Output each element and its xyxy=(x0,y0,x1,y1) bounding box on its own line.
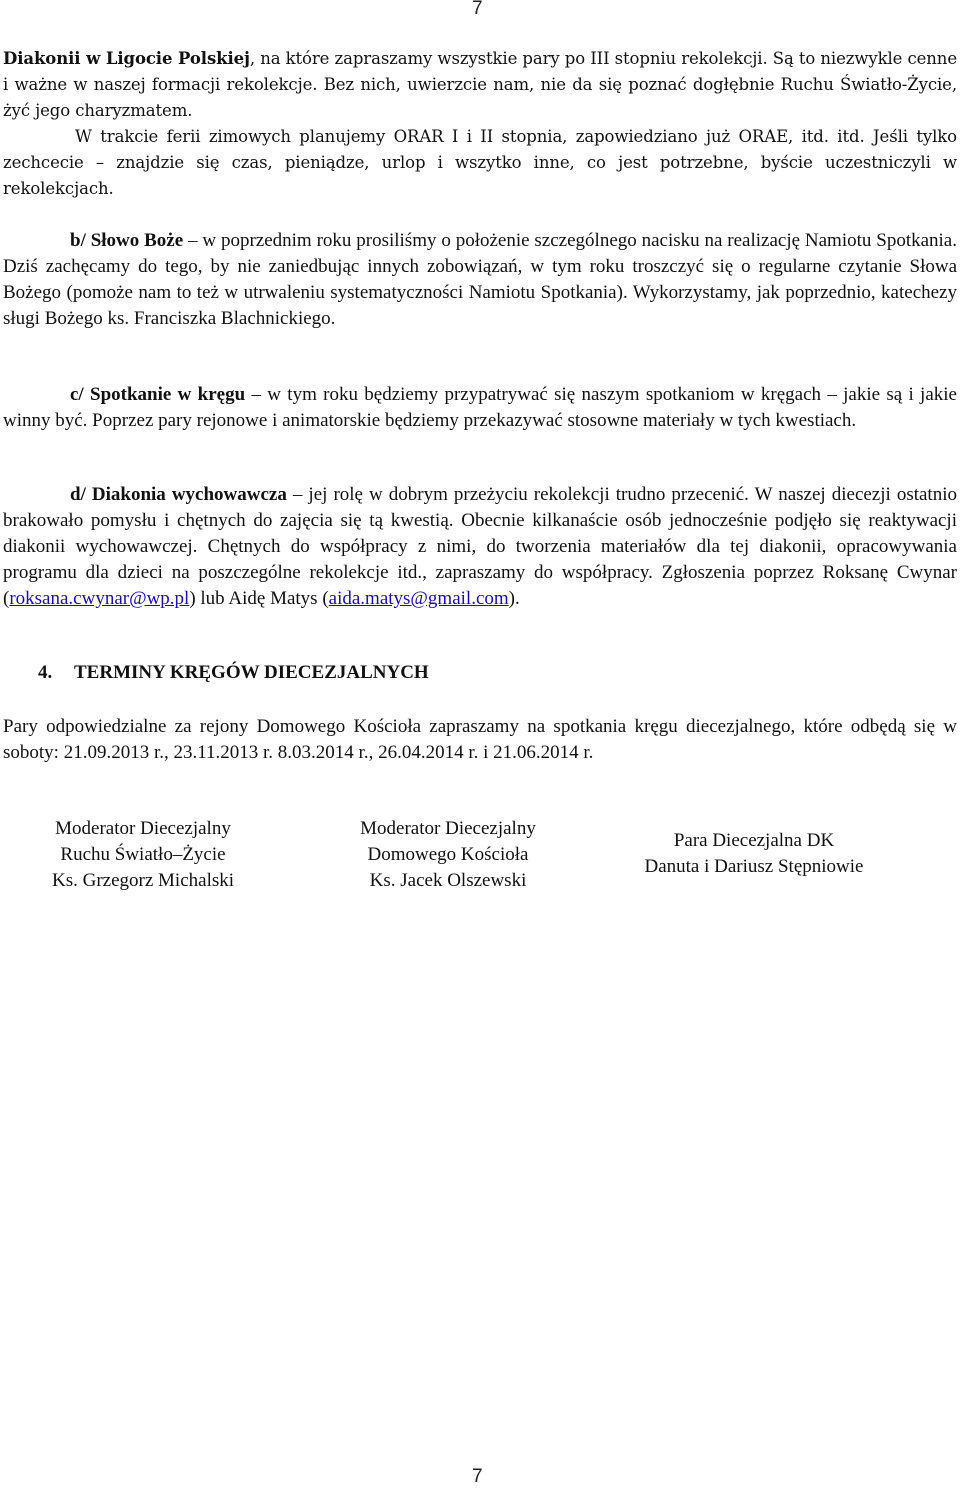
signature-line: Moderator Diecezjalny xyxy=(360,818,536,839)
email-link-aida[interactable]: aida.matys@gmail.com xyxy=(328,588,509,609)
email-link-roksana[interactable]: roksana.cwynar@wp.pl xyxy=(9,588,190,609)
page-number-bottom: 7 xyxy=(472,1466,483,1487)
section-diakonia-wychowawcza xyxy=(3,482,957,612)
page-number-top: 7 xyxy=(472,0,483,19)
signature-line: Ruchu Światło–Życie xyxy=(60,844,226,865)
section-text: – jej rolę w dobrym przeżyciu rekolekcji trudno przecenić. W naszej diecezji ostatnio brakowało pomysłu i chętnych do zajęcia się tą kwestią. Obecnie kilkanaście osób jednocześnie podjęło się reaktywacji diakonii wychowawczej. Chętnych do współpracy z nimi, do tworzenia materiałów dla tej diakonii, opracowywania programu dla dzieci na poszczególne rekolekcje itd., zapraszamy do współpracy. Zgłoszenia poprzez Roksanę Cwynar ( xyxy=(3,484,957,609)
bold-phrase: Diakonii w Ligocie Polskiej xyxy=(3,49,250,68)
paragraph-terminy: Pary odpowiedzialne za rejony Domowego Kościoła zapraszamy na spotkania kręgu diecezjalnego, które odbędą się w soboty: 21.09.2013 r., 23.11.2013 r. 8.03.2014 r., 26.04.2014 r. i 21.06.2014 r. xyxy=(3,716,957,763)
signature-line: Domowego Kościoła xyxy=(367,844,529,865)
section-text: – w poprzednim roku prosiliśmy o położenie szczególnego nacisku na realizację Namiotu Spotkania. Dziś zachęcamy do tego, by nie zaniedbując innych zobowiązań, w tym roku troszczyć się o regularne czytanie Słowa Bożego (pomoże nam to też w utrwaleniu systematyczności Namiotu Spotkania). Wykorzystamy, jak poprzednio, katechezy sługi Bożego ks. Franciszka Blachnickiego. xyxy=(3,230,957,329)
signature-line: Para Diecezjalna DK xyxy=(673,830,835,851)
section-title: c/ Spotkanie w kręgu xyxy=(70,384,246,405)
section-title: d/ Diakonia wychowawcza xyxy=(70,484,287,505)
signature-block-ruch xyxy=(30,816,256,894)
paragraph-diakonia-intro xyxy=(3,46,957,202)
section-text: – w tym roku będziemy przypatrywać się naszym spotkaniom w kręgach – jakie są i jakie winny być. Poprzez pary rejonowe i animatorskie będziemy przekazywać stosowne materiały w tych kwestiach. xyxy=(3,384,957,431)
section-text-end: ). xyxy=(508,588,520,609)
section-text-mid: ) lub Aidę Matys ( xyxy=(189,588,329,609)
heading-terminy xyxy=(38,662,429,684)
section-title: b/ Słowo Boże xyxy=(70,230,184,251)
signature-line: Moderator Diecezjalny xyxy=(55,818,231,839)
section-spotkanie xyxy=(3,382,957,434)
paragraph-text: , na które zapraszamy wszystkie pary po III stopniu rekolekcji. Są to niezwykle cenne i ważne w naszej formacji rekolekcje. Bez nich, uwierzcie nam, nie da się poznać dogłębnie Ruchu Światło-Życie, żyć jego charyzmatem. xyxy=(3,49,957,120)
signature-block-dk xyxy=(336,816,560,894)
heading-title: TERMINY KRĘGÓW DIECEZJALNYCH xyxy=(74,662,429,683)
section-slowo-boze xyxy=(3,228,957,332)
signature-block-para xyxy=(614,828,894,880)
signature-line: Danuta i Dariusz Stępniowie xyxy=(644,856,864,877)
heading-number: 4. xyxy=(38,662,53,683)
paragraph-text-2: W trakcie ferii zimowych planujemy ORAR I i II stopnia, zapowiedziano już ORAE, itd. itd. Jeśli tylko zechcecie – znajdzie się czas, pieniądze, urlop i wszytko inne, co jest potrzebne, byście uczestniczyli w rekolekcjach. xyxy=(3,127,957,198)
signature-line: Ks. Grzegorz Michalski xyxy=(51,870,235,891)
signature-line: Ks. Jacek Olszewski xyxy=(369,870,527,891)
